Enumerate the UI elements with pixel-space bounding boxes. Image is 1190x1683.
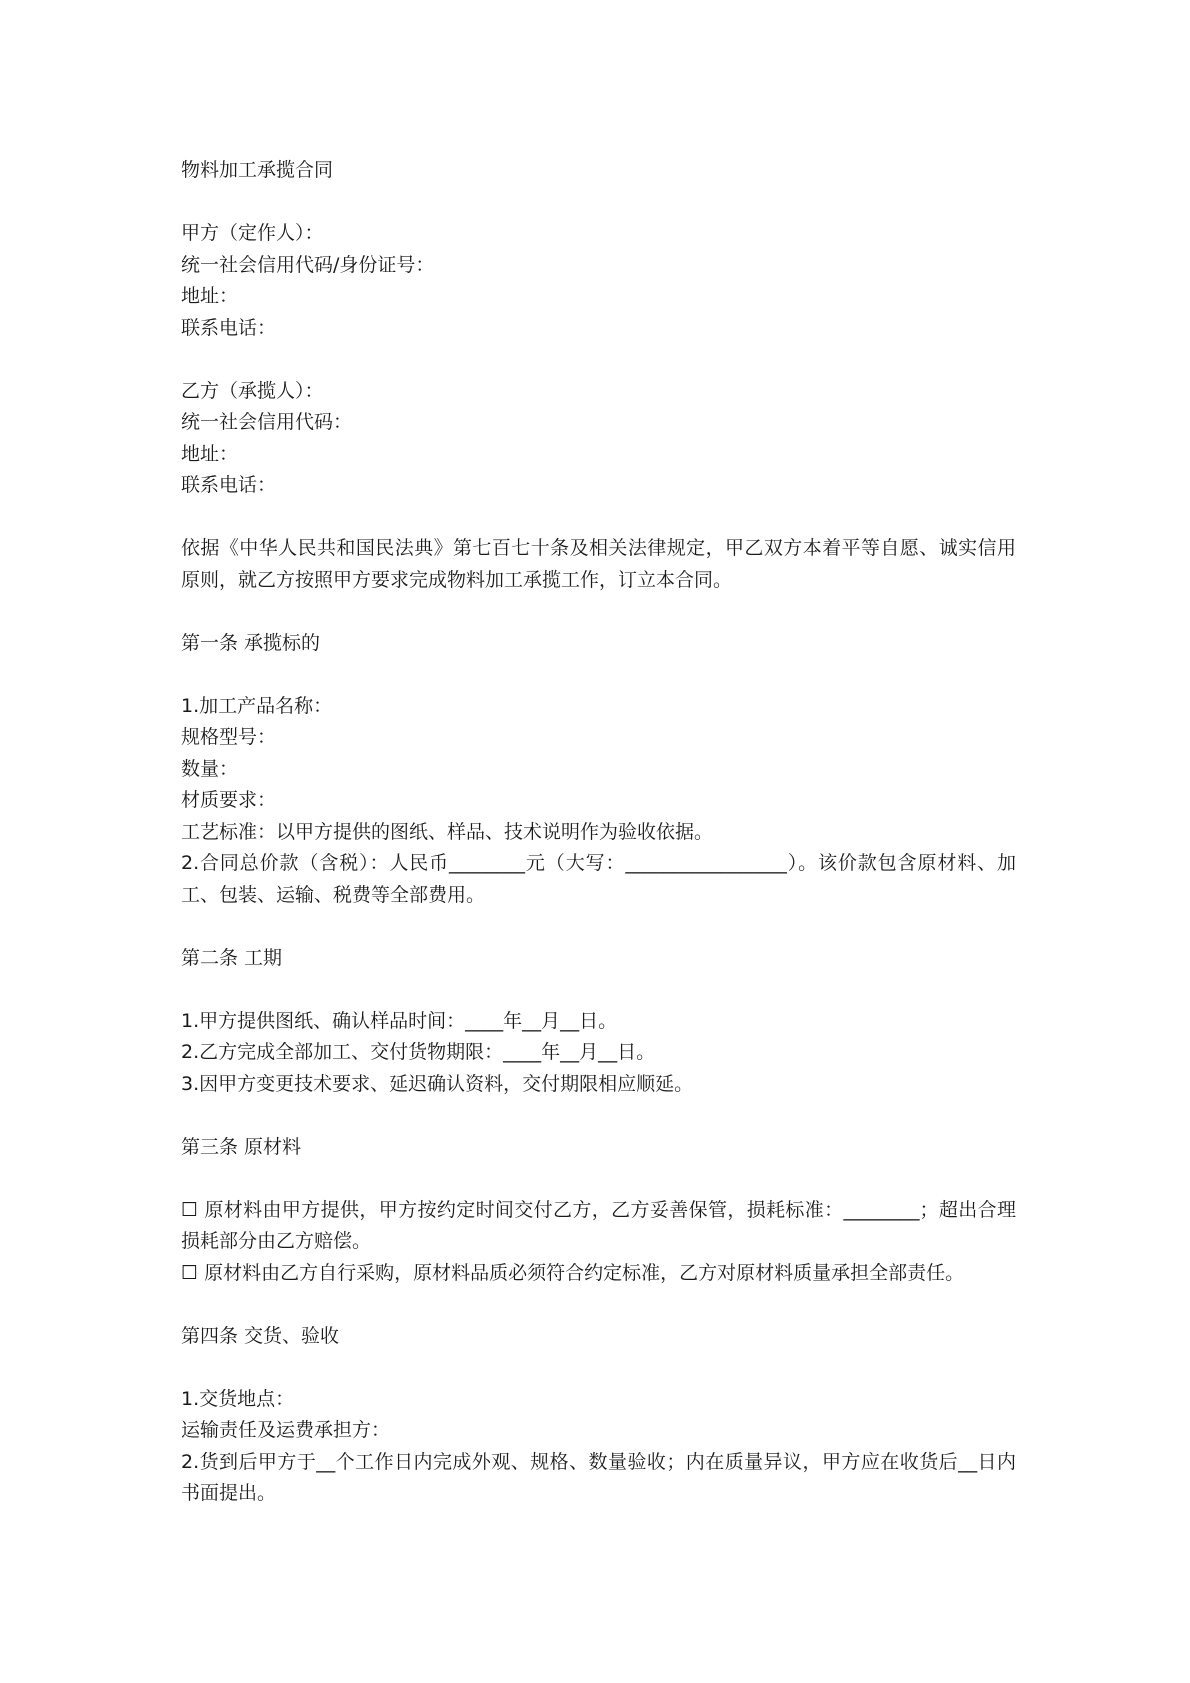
article2-heading: 第二条 工期 <box>181 946 283 969</box>
article1-price: 2.合同总价款（含税）：人民币________元（大写：_________________）。该价款包含原材料、加工、包装、运输、税费等全部费用。 <box>181 852 1016 906</box>
spacer <box>181 1163 1016 1195</box>
party-a-address: 地址： <box>181 285 239 307</box>
spacer <box>181 596 1016 628</box>
article1-process: 工艺标准：以甲方提供的图纸、样品、技术说明作为验收依据。 <box>181 820 714 843</box>
spacer <box>181 974 1016 1006</box>
article4-acceptance: 2.货到后甲方于__个工作日内完成外观、规格、数量验收；内在质量异议，甲方应在收货后__日内书面提出。 <box>181 1450 1016 1504</box>
article3-heading: 第三条 原材料 <box>181 1135 302 1158</box>
article2-item1: 1.甲方提供图纸、确认样品时间：____年__月__日。 <box>181 1009 618 1032</box>
spacer <box>181 187 1016 219</box>
party-b-heading: 乙方（承揽人）： <box>181 379 324 402</box>
party-b-address: 地址： <box>181 442 239 465</box>
article2-item3: 3.因甲方变更技术要求、延迟确认资料，交付期限相应顺延。 <box>181 1072 694 1095</box>
party-b-credit-code: 统一社会信用代码： <box>181 411 353 433</box>
spacer <box>181 1100 1016 1132</box>
article1-product-name: 1.加工产品名称： <box>181 694 333 717</box>
party-a-credit-code: 统一社会信用代码/身份证号： <box>181 253 435 276</box>
spacer <box>181 1289 1016 1321</box>
article4-transport: 运输责任及运费承担方： <box>181 1419 391 1441</box>
party-a-phone: 联系电话： <box>181 316 277 339</box>
spacer <box>181 911 1016 943</box>
spacer <box>181 502 1016 534</box>
article3-option2: ☐ 原材料由乙方自行采购，原材料品质必须符合约定标准，乙方对原材料质量承担全部责任。 <box>181 1261 965 1284</box>
party-b-phone: 联系电话： <box>181 474 277 496</box>
document-body <box>181 155 1016 1510</box>
spacer <box>181 1352 1016 1384</box>
article1-material: 材质要求： <box>181 789 277 811</box>
article1-heading: 第一条 承揽标的 <box>181 631 321 654</box>
party-a-heading: 甲方（定作人）： <box>181 222 324 244</box>
spacer <box>181 344 1016 376</box>
article4-heading: 第四条 交货、验收 <box>181 1324 340 1347</box>
article1-quantity: 数量： <box>181 757 239 780</box>
article3-option1: ☐ 原材料由甲方提供，甲方按约定时间交付乙方，乙方妥善保管，损耗标准：________；超出合理损耗部分由乙方赔偿。 <box>181 1198 1016 1252</box>
article1-spec: 规格型号： <box>181 726 277 748</box>
preamble-paragraph: 依据《中华人民共和国民法典》第七百七十条及相关法律规定，甲乙双方本着平等自愿、诚实信用原则，就乙方按照甲方要求完成物料加工承揽工作，订立本合同。 <box>181 537 1016 591</box>
document-title: 物料加工承揽合同 <box>181 159 334 181</box>
spacer <box>181 659 1016 691</box>
article2-item2: 2.乙方完成全部加工、交付货物期限：____年__月__日。 <box>181 1041 656 1063</box>
article4-delivery-place: 1.交货地点： <box>181 1387 295 1410</box>
